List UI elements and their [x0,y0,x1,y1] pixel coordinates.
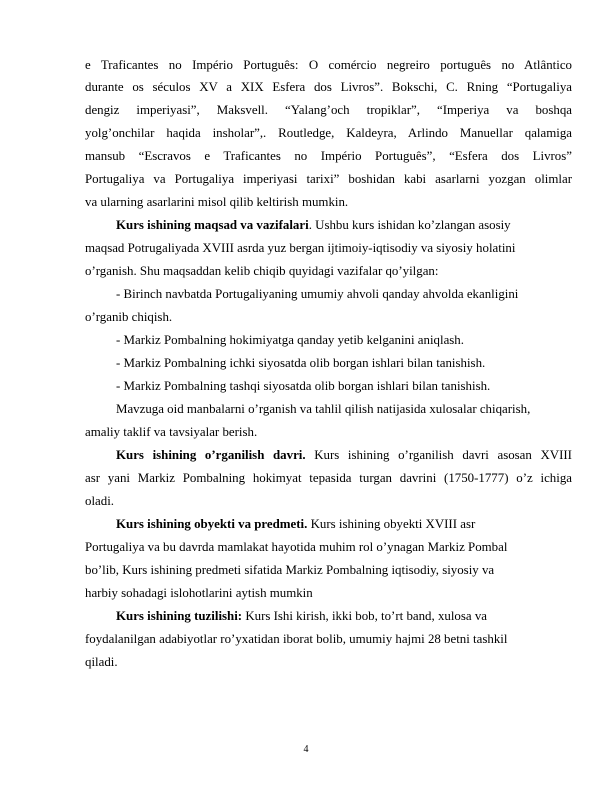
structure-first-line-rest: Kurs Ishi kirish, ikki bob, to’rt band, xulosa va [242,609,487,623]
object-line-3: bo’lib, Kurs ishining predmeti sifatida Markiz Pombalning iqtisodiy, siyosiy va [85,563,495,577]
object-first-line-rest: Kurs ishining obyekti XVIII asr [307,517,476,531]
period-line-3: oladi. [85,494,114,508]
task-3: - Markiz Pombalning ichki siyosatda olib borgan ishlari bilan tanishish. [116,356,486,370]
structure-line-2: foydalanilgan adabiyotlar ro’yxatidan iborat bolib, umumiy hajmi 28 betni tashkil [85,632,508,646]
intro-line-1: e Traficantes no Império Português: O comércio negreiro português no Atlântico [85,58,572,72]
object-line-4: harbiy sohadagi islohotlarini aytish mumkin [85,586,313,600]
period-heading: Kurs ishining o’rganilish davri. [116,448,306,462]
period-line-2: asr yani Markiz Pombalning hokimyat tepasida turgan davrini (1750-1777) o’z ichiga [85,471,572,485]
intro-line-6: Portugaliya va Portugaliya imperiyasi tarixi” boshidan kabi asarlarni yozgan olimlar [85,172,572,186]
conclusion-line-1: Mavzuga oid manbalarni o’rganish va tahlil qilish natijasida xulosalar chiqarish, [116,402,531,416]
task-2: - Markiz Pombalning hokimiyatga qanday yetib kelganini aniqlash. [116,333,464,347]
intro-line-5: mansub “Escravos e Traficantes no Império Português”, “Esfera dos Livros” [85,149,572,163]
goals-line-2: maqsad Potrugaliyada XVIII asrda yuz bergan ijtimoiy-iqtisodiy va siyosiy holatini [85,241,516,255]
intro-line-7: va ularning asarlarini misol qilib keltirish mumkin. [85,195,349,209]
object-line-2: Portugaliya va bu davrda mamlakat hayotida muhim rol o’ynagan Markiz Pombal [85,540,508,554]
intro-line-2: durante os séculos XV a XIX Esfera dos Livros”. Bokschi, C. Rning “Portugaliya [85,80,572,94]
goals-first-line-rest: . Ushbu kurs ishidan ko’zlangan asosiy [308,218,511,232]
period-first-line-rest: Kurs ishining o’rganilish davri asosan XVIII [305,448,572,462]
goals-first-line [116,217,572,233]
object-first-line [116,516,572,532]
object-heading: Kurs ishining obyekti va predmeti. [116,517,308,531]
intro-line-4: yolg’onchilar haqida insholar”,. Routledge, Kaldeyra, Arlindo Manuellar qalamiga [85,126,572,140]
structure-first-line [116,608,572,624]
structure-line-3: qiladi. [85,655,118,669]
period-first-line [116,447,572,463]
goals-line-3: o’rganish. Shu maqsaddan kelib chiqib quyidagi vazifalar qo’yilgan: [85,264,439,278]
task-4: - Markiz Pombalning tashqi siyosatda olib borgan ishlari bilan tanishish. [116,379,491,393]
page-number: 4 [303,744,309,755]
goals-heading: Kurs ishining maqsad va vazifalari [116,218,309,232]
task-1-line-1: - Birinch navbatda Portugaliyaning umumiy ahvoli qanday ahvolda ekanligini [116,287,519,301]
conclusion-line-2: amaliy taklif va tavsiyalar berish. [85,425,258,439]
intro-line-3: dengiz imperiyasi”, Maksvell. “Yalang’och tropiklar”, “Imperiya va boshqa [85,103,572,117]
task-1-line-2: o’rganib chiqish. [85,310,173,324]
structure-heading: Kurs ishining tuzilishi: [116,609,243,623]
